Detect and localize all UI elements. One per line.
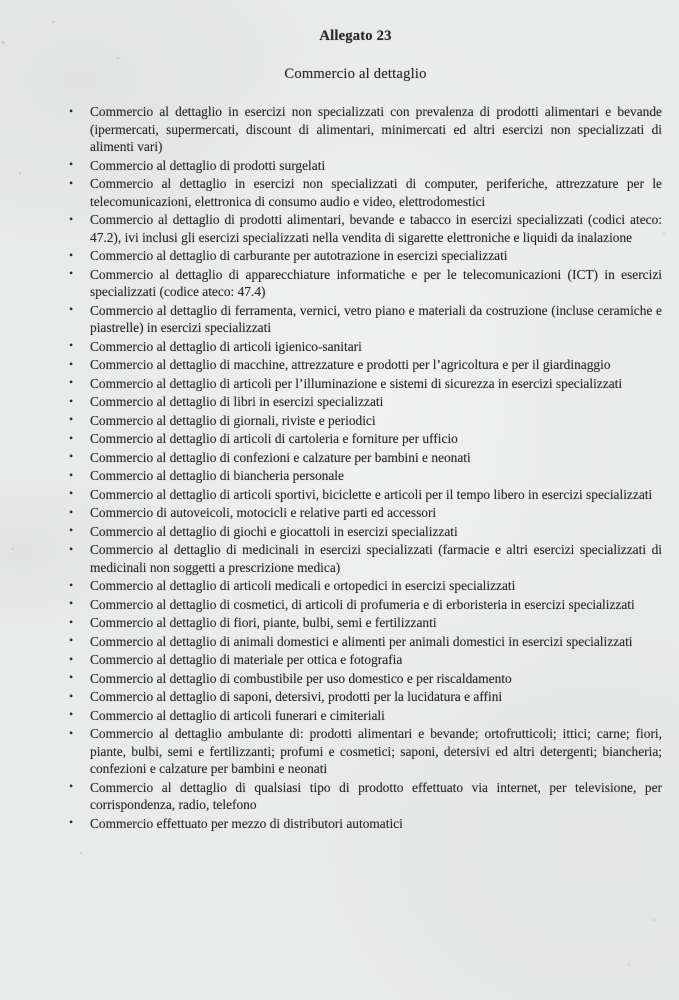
list-item-text: Commercio al dettaglio di saponi, detersivi, prodotti per la lucidatura e affini	[90, 689, 503, 704]
list-item	[68, 504, 662, 522]
list-item-text: Commercio al dettaglio di articoli sportivi, biciclette e articoli per il tempo libero in esercizi specializzati	[90, 486, 653, 502]
list-item-text: Commercio al dettaglio di articoli di cartoleria e forniture per ufficio	[90, 431, 458, 446]
bullet-icon: •	[69, 523, 74, 537]
bullet-icon: •	[69, 157, 74, 171]
bullet-icon: •	[69, 596, 74, 610]
list-item-text: Commercio al dettaglio di confezioni e calzature per bambini e neonati	[90, 449, 471, 465]
scan-speck	[80, 852, 82, 854]
bullet-icon: •	[69, 707, 74, 721]
bullet-icon: •	[69, 302, 74, 316]
list-item	[68, 486, 662, 504]
bullet-icon: •	[69, 247, 74, 262]
list-item	[68, 614, 662, 632]
list-item-text: Commercio al dettaglio di prodotti surgelati	[90, 157, 326, 173]
list-item	[68, 815, 662, 833]
list-item-text: Commercio al dettaglio di animali domestici e alimenti per animali domestici in esercizi specializzati	[90, 633, 633, 649]
list-item-text: Commercio al dettaglio di giochi e giocattoli in esercizi specializzati	[90, 523, 458, 539]
list-item	[68, 393, 662, 411]
list-item-text: Commercio al dettaglio di materiale per ottica e fotografia	[90, 652, 403, 667]
list-item-text: Commercio al dettaglio di medicinali in esercizi specializzati (farmacie e altri esercizi specializzati di medicinali non soggetti a prescrizione medica)	[90, 542, 662, 575]
list-item	[68, 375, 662, 393]
bullet-icon: •	[69, 211, 74, 226]
bullet-icon: •	[69, 541, 74, 556]
list-item-text: Commercio al dettaglio di qualsiasi tipo di prodotto effettuato via internet, per televisione, per corrispondenza, radio, telefono	[90, 779, 662, 812]
list-item-text: Commercio al dettaglio in esercizi non specializzati di computer, periferiche, attrezzature per le telecomunicazioni, elettronica di consumo audio e video, elettrodomestici	[90, 176, 662, 209]
list-item-text: Commercio al dettaglio di carburante per autotrazione in esercizi specializzati	[90, 248, 508, 263]
list-item	[68, 356, 662, 374]
list-item	[68, 779, 662, 814]
list-item	[68, 430, 662, 448]
bullet-icon: •	[69, 486, 74, 500]
list-item	[68, 338, 662, 356]
bullet-icon: •	[69, 815, 74, 829]
list-item-text: Commercio al dettaglio di articoli medicali e ortopedici in esercizi specializzati	[90, 578, 516, 593]
bullet-icon: •	[69, 430, 74, 445]
bullet-icon: •	[69, 266, 74, 280]
category-list	[68, 103, 662, 832]
bullet-icon: •	[69, 779, 74, 793]
bullet-icon: •	[69, 688, 74, 703]
document-subtitle: Commercio al dettaglio	[284, 66, 427, 82]
scan-speck	[628, 964, 630, 966]
list-item	[68, 670, 662, 688]
list-item-text: Commercio al dettaglio di fiori, piante, bulbi, semi e fertilizzanti	[90, 615, 437, 630]
document-title: Allegato 23	[319, 28, 392, 44]
list-item	[68, 175, 662, 210]
list-item	[68, 523, 662, 541]
list-item	[68, 211, 662, 246]
list-item	[68, 725, 662, 778]
list-item-text: Commercio effettuato per mezzo di distributori automatici	[90, 815, 403, 831]
list-item	[68, 103, 662, 156]
list-item	[68, 707, 662, 725]
list-item-text: Commercio al dettaglio di articoli per l’illuminazione e sistemi di sicurezza in esercizi specializzati	[90, 375, 623, 391]
bullet-icon: •	[69, 356, 74, 371]
scan-speck	[12, 548, 14, 550]
bullet-icon: •	[69, 633, 74, 647]
bullet-icon: •	[69, 375, 74, 389]
scan-speck	[19, 172, 21, 175]
list-item	[68, 412, 662, 430]
list-item	[68, 247, 662, 265]
list-item	[68, 651, 662, 669]
list-item-text: Commercio al dettaglio di giornali, riviste e periodici	[90, 412, 376, 428]
list-item	[68, 577, 662, 595]
bullet-icon: •	[69, 670, 74, 684]
list-item	[68, 449, 662, 467]
list-item-text: Commercio al dettaglio in esercizi non specializzati con prevalenza di prodotti alimentari e bevande (ipermercati, supermercati, discount di alimentari, minimercati ed altri esercizi non specializzati di alimenti vari)	[90, 104, 662, 154]
list-item-text: Commercio al dettaglio di ferramenta, vernici, vetro piano e materiali da costruzione (incluse ceramiche e piastrelle) in esercizi specializzati	[90, 302, 662, 335]
bullet-icon: •	[69, 577, 74, 592]
scan-speck	[653, 919, 655, 921]
scan-speck	[663, 233, 665, 235]
list-item-text: Commercio al dettaglio di prodotti alimentari, bevande e tabacco in esercizi specializzati (codici ateco: 47.2), ivi inclusi gli esercizi specializzati nella vendita di sigarette elettroniche e liquidi da inalazione	[90, 212, 662, 245]
list-item-text: Commercio al dettaglio di macchine, attrezzature e prodotti per l’agricoltura e per il giardinaggio	[90, 357, 611, 372]
bullet-icon: •	[69, 449, 74, 463]
bullet-icon: •	[69, 412, 74, 426]
bullet-icon: •	[69, 338, 74, 352]
list-item	[68, 688, 662, 706]
list-item	[68, 302, 662, 337]
list-item-text: Commercio al dettaglio di articoli funerari e cimiteriali	[90, 707, 385, 723]
list-item-text: Commercio al dettaglio di articoli igienico-sanitari	[90, 338, 362, 354]
bullet-icon: •	[69, 725, 74, 740]
list-item	[68, 157, 662, 175]
list-item	[68, 596, 662, 614]
list-item	[68, 266, 662, 301]
list-item-text: Commercio al dettaglio di libri in esercizi specializzati	[90, 394, 384, 409]
list-item-text: Commercio al dettaglio di cosmetici, di articoli di profumeria e di erboristeria in esercizi specializzati	[90, 596, 635, 612]
bullet-icon: •	[69, 614, 74, 629]
list-item	[68, 467, 662, 485]
bullet-icon: •	[69, 103, 74, 118]
list-item-text: Commercio al dettaglio di biancheria personale	[90, 468, 344, 483]
list-item-text: Commercio al dettaglio ambulante di: prodotti alimentari e bevande; ortofrutticoli; ittici; carne; fiori, piante, bulbi, semi e fertilizzanti; profumi e cosmetici; saponi, detersivi ed altri detergenti; biancheria; confezioni e calzature per bambini e neonati	[90, 726, 662, 776]
bullet-icon: •	[69, 504, 74, 519]
list-item	[68, 541, 662, 576]
list-item-text: Commercio di autoveicoli, motocicli e relative parti ed accessori	[90, 505, 437, 520]
bullet-icon: •	[69, 393, 74, 408]
list-item-text: Commercio al dettaglio di combustibile per uso domestico e per riscaldamento	[90, 670, 512, 686]
list-item-text: Commercio al dettaglio di apparecchiature informatiche e per le telecomunicazioni (ICT) in esercizi specializzati (codice ateco: 47.4)	[90, 266, 662, 299]
bullet-icon: •	[69, 467, 74, 482]
list-item	[68, 633, 662, 651]
bullet-icon: •	[69, 175, 74, 190]
bullet-icon: •	[69, 651, 74, 666]
